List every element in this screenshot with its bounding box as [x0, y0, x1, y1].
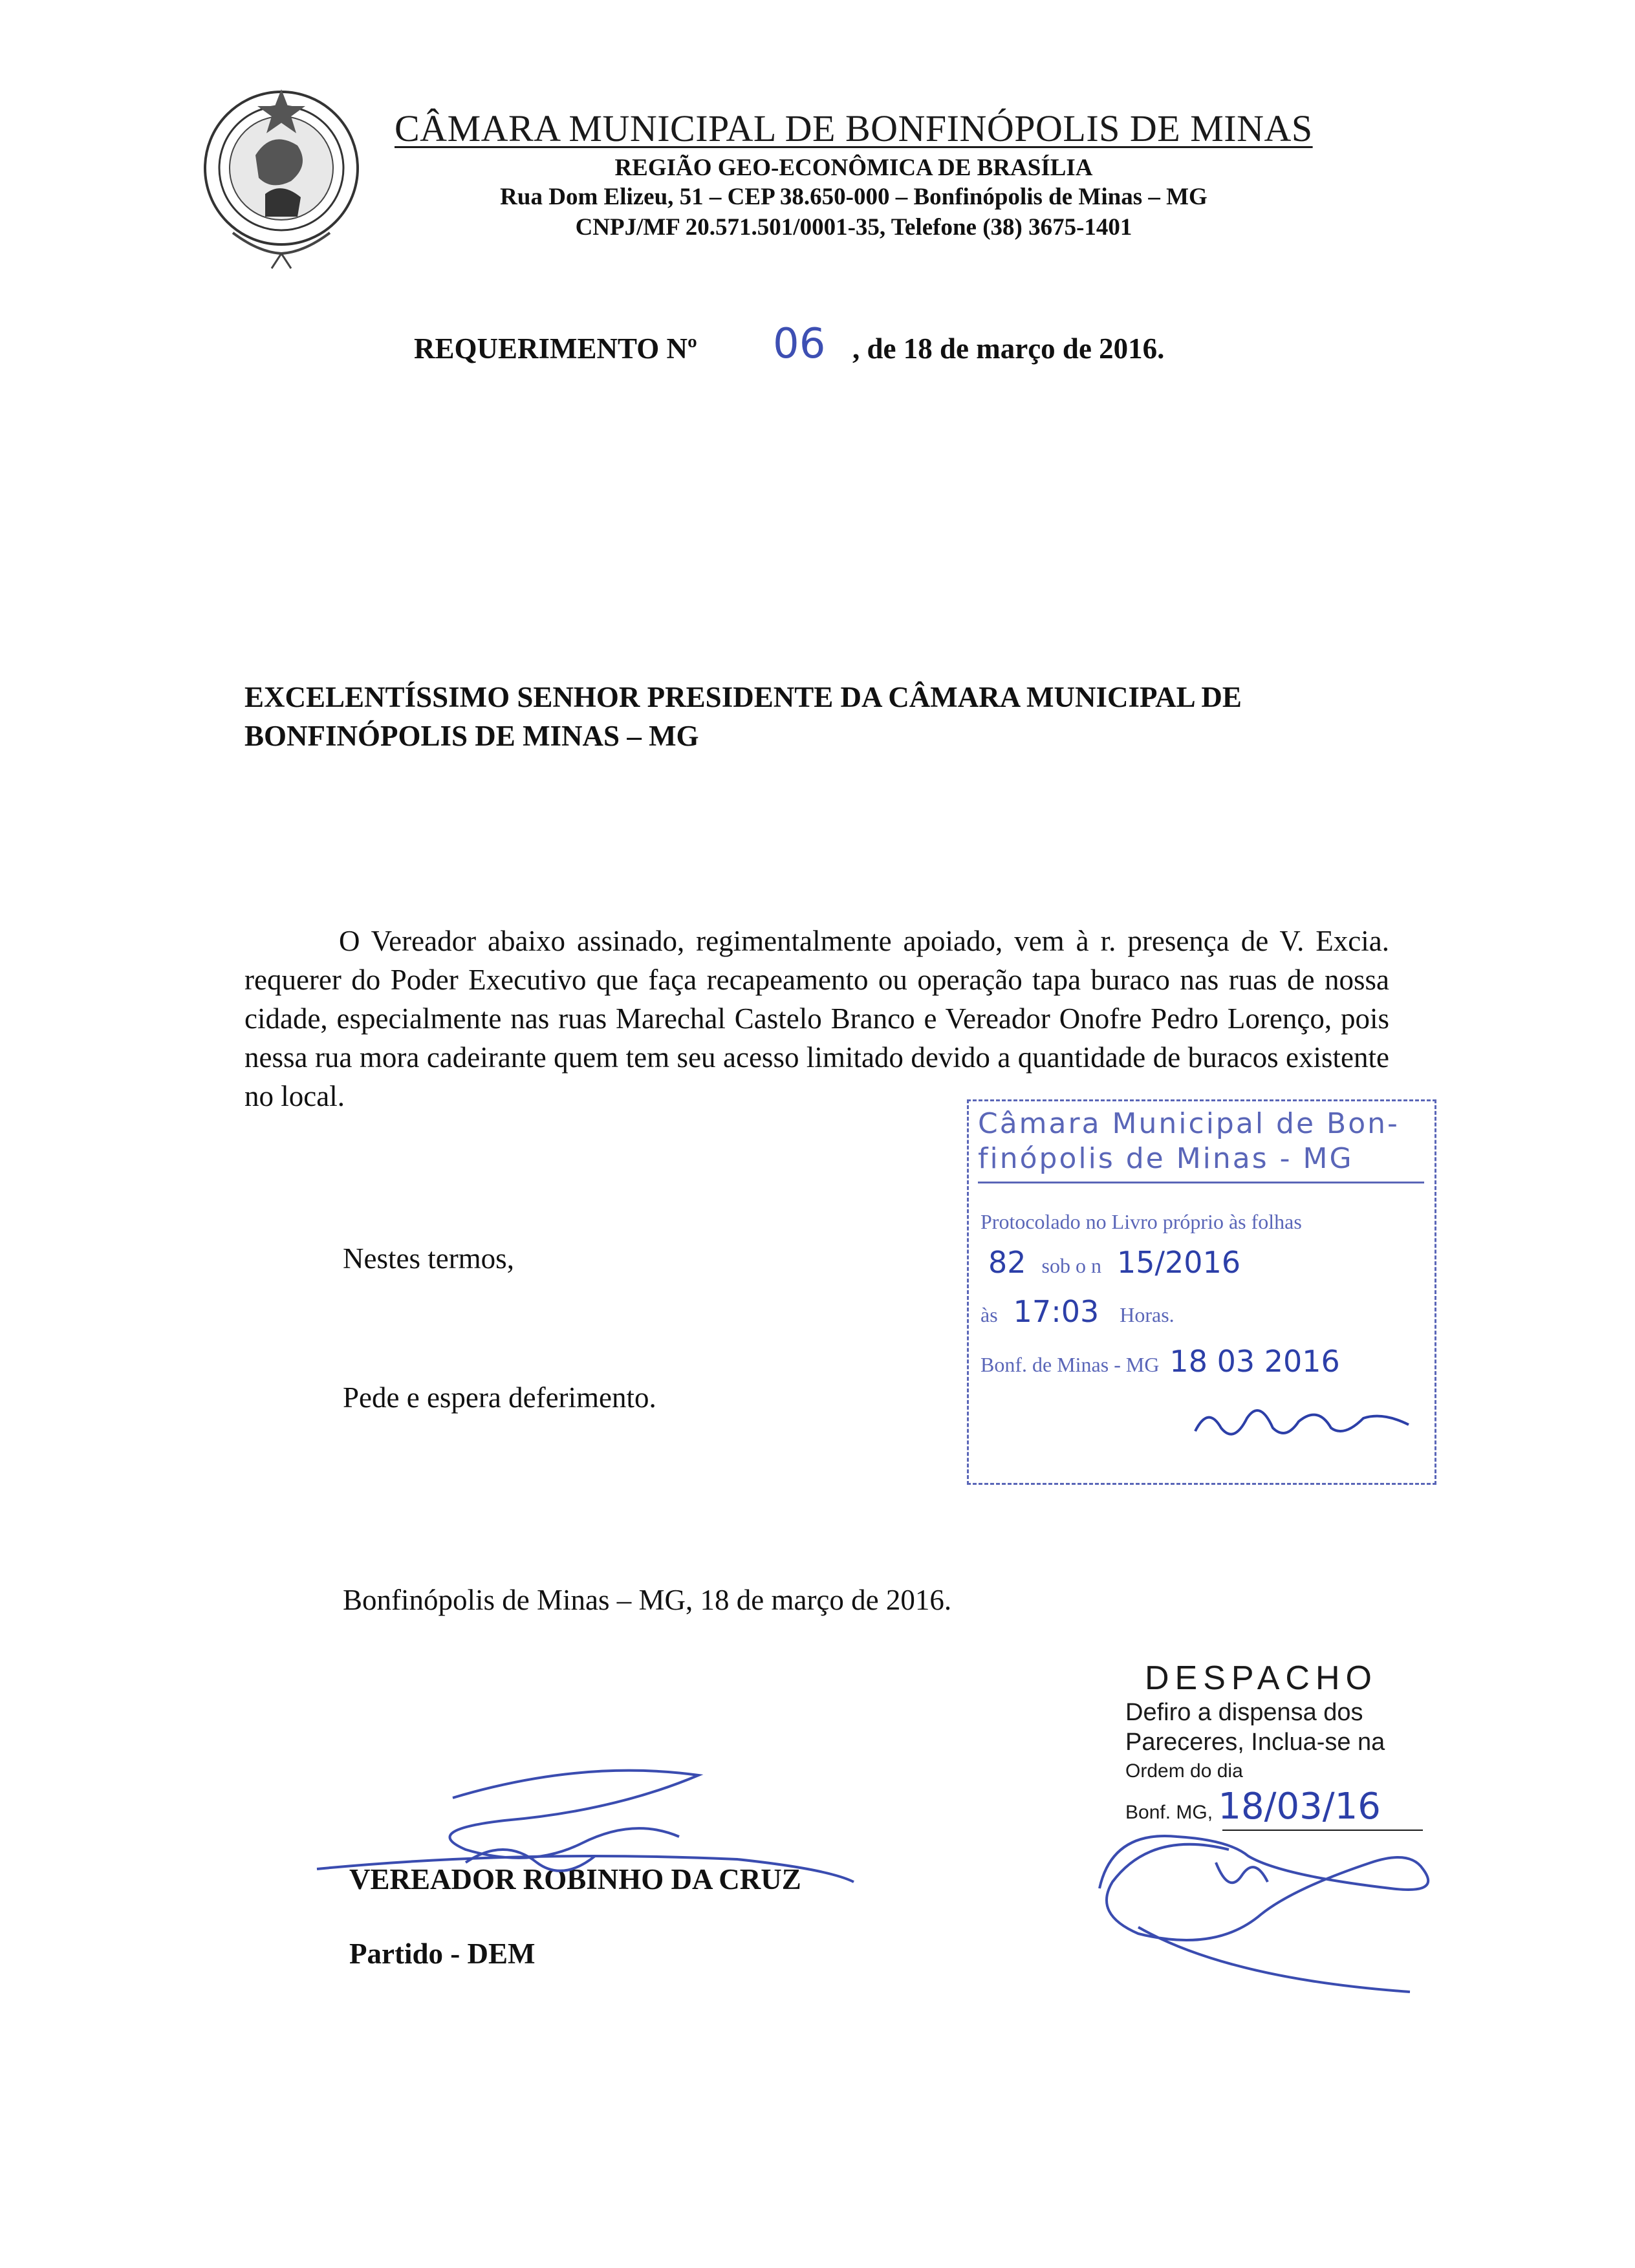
stamp-numero: 15/2016: [1117, 1245, 1241, 1280]
stamp-horas-label: Horas.: [1120, 1303, 1175, 1326]
institution-title: CÂMARA MUNICIPAL DE BONFINÓPOLIS DE MINAS: [395, 107, 1313, 149]
address-line: Rua Dom Elizeu, 51 – CEP 38.650-000 – Bonfinópolis de Minas – MG: [500, 184, 1207, 210]
municipal-seal-icon: [194, 84, 369, 272]
despacho-line-1: Defiro a dispensa dos: [1125, 1699, 1363, 1726]
signer-party: Partido - DEM: [349, 1938, 536, 1970]
stamp-folhas: 82: [988, 1245, 1026, 1280]
stamp-data: 18 03 2016: [1169, 1344, 1340, 1379]
stamp-row-protocol: Protocolado no Livro próprio às folhas: [980, 1210, 1302, 1233]
addressee: EXCELENTÍSSIMO SENHOR PRESIDENTE DA CÂMARA MUNICIPAL DE BONFINÓPOLIS DE MINAS – MG: [244, 681, 1242, 752]
stamp-bonf-label: Bonf. de Minas - MG: [980, 1353, 1160, 1376]
region-line: REGIÃO GEO-ECONÔMICA DE BRASÍLIA: [614, 155, 1093, 181]
stamp-row-data: [980, 1344, 1340, 1379]
request-date: , de 18 de março de 2016.: [852, 332, 1165, 365]
closing-request: Pede e espera deferimento.: [343, 1381, 656, 1414]
protocol-stamp: [967, 1099, 1436, 1485]
stamp-sob-label: sob o n: [1041, 1254, 1101, 1277]
contact-line: CNPJ/MF 20.571.501/0001-35, Telefone (38) 3675-1401: [575, 214, 1132, 241]
stamp-row-folhas: [988, 1245, 1240, 1280]
stamp-row-hora: [980, 1294, 1175, 1329]
despacho-title: DESPACHO: [1145, 1659, 1378, 1697]
request-label: REQUERIMENTO Nº: [414, 332, 697, 365]
place-date: Bonfinópolis de Minas – MG, 18 de março de 2016.: [343, 1584, 952, 1616]
despacho-bonf-label: Bonf. MG,: [1125, 1802, 1213, 1823]
body-paragraph: O Vereador abaixo assinado, regimentalmente apoiado, vem à r. presença de V. Excia. requerer do Poder Executivo que faça recapeamento ou operação tapa buraco nas ruas de nossa cidade, especialmente nas ruas Marechal Castelo Branco e Vereador Onofre Pedro Lorenço, pois nessa rua mora cadeirante quem tem seu acesso limitado devido a quantidade de buracos existente no local.: [244, 925, 1389, 1112]
stamp-title: Câmara Municipal de Bon- finópolis de Minas - MG: [978, 1107, 1424, 1183]
signer-name: VEREADOR ROBINHO DA CRUZ: [349, 1863, 801, 1895]
stamp-as-label: às: [980, 1303, 998, 1326]
stamp-signature: [1189, 1392, 1422, 1451]
despacho-line-2: Pareceres, Inclua-se na: [1125, 1729, 1385, 1756]
request-number: 06: [773, 320, 826, 368]
despacho-date: 18/03/16: [1218, 1786, 1381, 1828]
despacho-bonf: [1125, 1786, 1449, 1828]
despacho-block: [1125, 1659, 1449, 1828]
despacho-line-3: Ordem do dia: [1125, 1760, 1243, 1782]
stamp-hora: 17:03: [1013, 1294, 1099, 1329]
closing-terms: Nestes termos,: [343, 1242, 514, 1275]
